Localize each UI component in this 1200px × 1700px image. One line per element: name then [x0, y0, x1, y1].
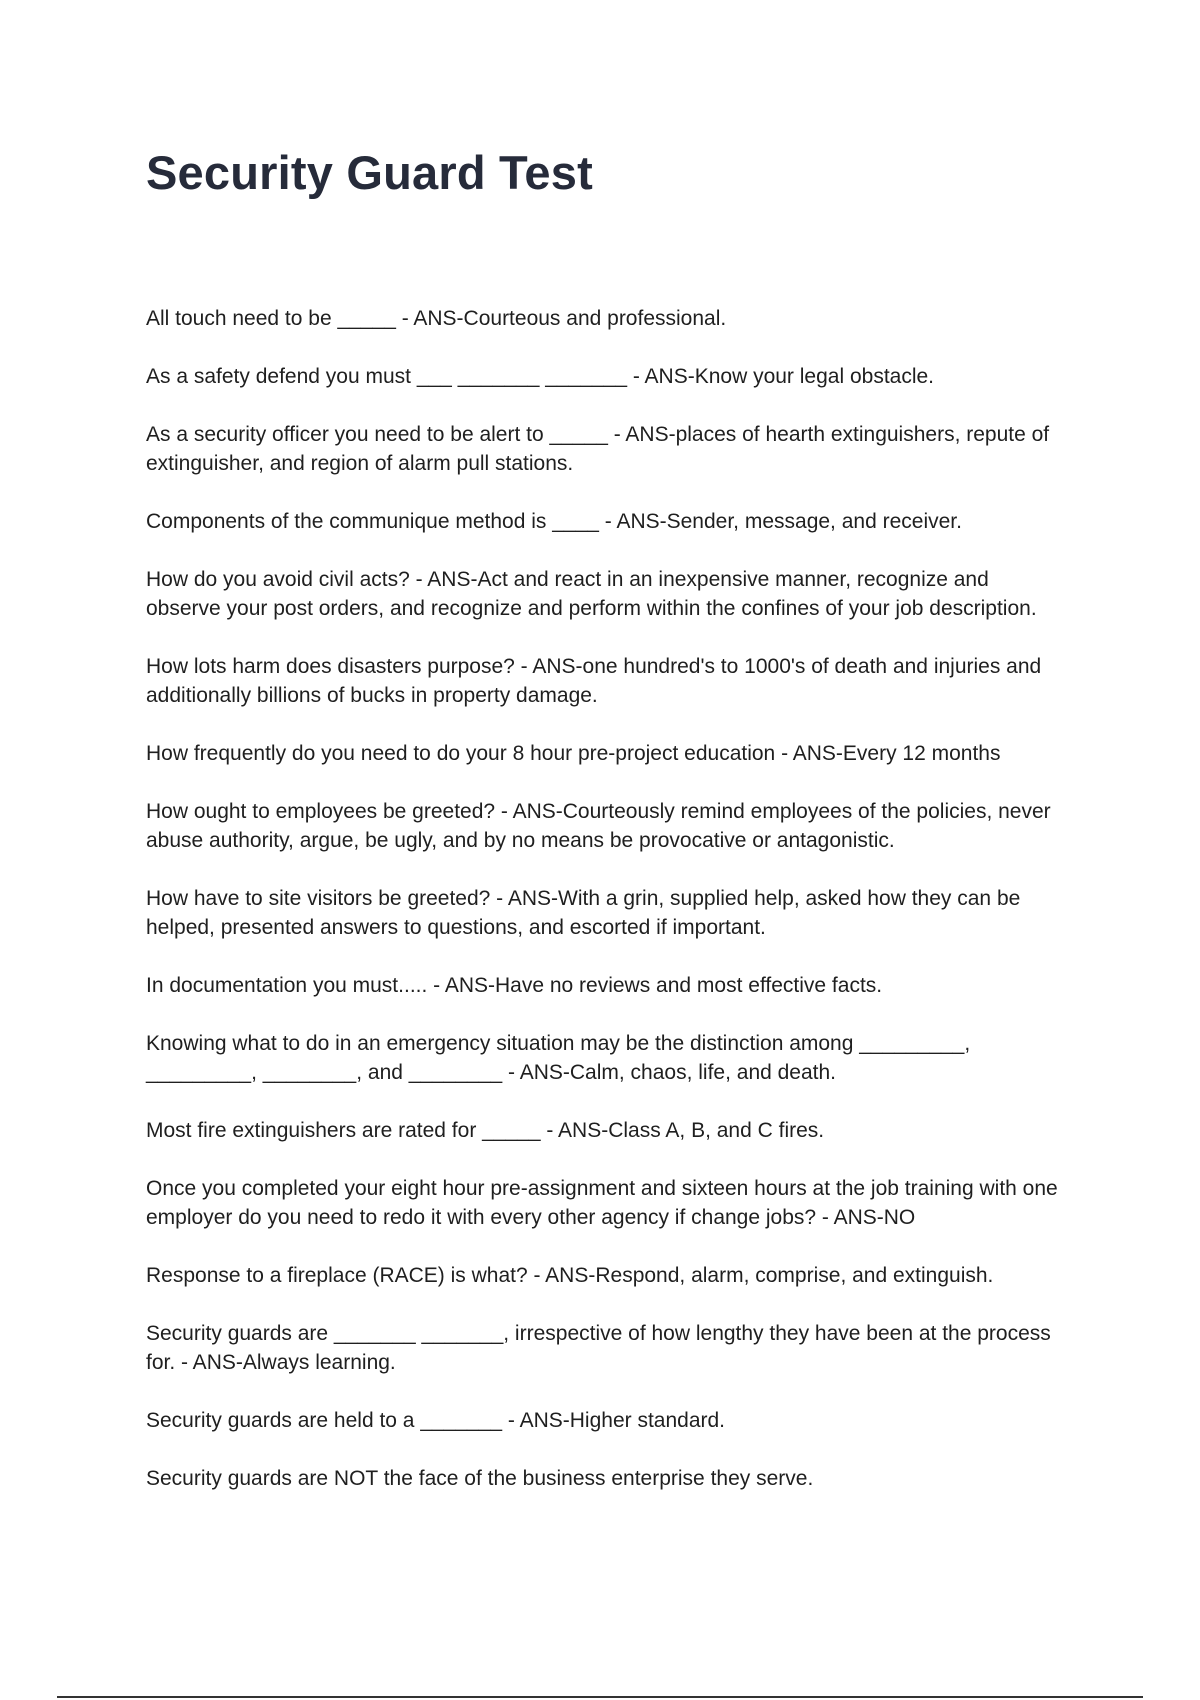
qa-item: Security guards are held to a _______ - ANS-Higher standard.	[146, 1409, 726, 1432]
qa-item: All touch need to be _____ - ANS-Courteous and professional.	[146, 307, 727, 330]
qa-item: How lots harm does disasters purpose? - ANS-one hundred's to 1000's of death and injuries and additionally billions of bucks in property damage.	[146, 655, 1042, 707]
qa-item: Once you completed your eight hour pre-assignment and sixteen hours at the job training with one employer do you need to redo it with every other agency if change jobs? - ANS-NO	[146, 1177, 1058, 1229]
footer-divider	[57, 1696, 1143, 1698]
qa-item: How do you avoid civil acts? - ANS-Act and react in an inexpensive manner, recognize and observe your post orders, and recognize and perform within the confines of your job description.	[146, 568, 1037, 620]
qa-item: Knowing what to do in an emergency situation may be the distinction among _________, _________, ________, and ________ - ANS-Calm, chaos, life, and death.	[146, 1032, 971, 1084]
page-title: Security Guard Test	[146, 146, 593, 199]
qa-item: Components of the communique method is ____ - ANS-Sender, message, and receiver.	[146, 510, 962, 533]
qa-item: Security guards are _______ _______, irrespective of how lengthy they have been at the process for. - ANS-Always learning.	[146, 1322, 1051, 1374]
qa-item: In documentation you must..... - ANS-Have no reviews and most effective facts.	[146, 974, 883, 997]
qa-item: As a security officer you need to be alert to _____ - ANS-places of hearth extinguishers, repute of extinguisher, and region of alarm pull stations.	[146, 423, 1050, 475]
qa-item: As a safety defend you must ___ _______ _______ - ANS-Know your legal obstacle.	[146, 365, 935, 388]
qa-item: How ought to employees be greeted? - ANS-Courteously remind employees of the policies, never abuse authority, argue, be ugly, and by no means be provocative or antagonistic.	[146, 800, 1051, 852]
qa-item: Security guards are NOT the face of the business enterprise they serve.	[146, 1467, 814, 1490]
qa-item: How frequently do you need to do your 8 hour pre-project education - ANS-Every 12 months	[146, 742, 1001, 765]
qa-item: Response to a fireplace (RACE) is what? - ANS-Respond, alarm, comprise, and extinguish.	[146, 1264, 994, 1287]
qa-item: Most fire extinguishers are rated for _____ - ANS-Class A, B, and C fires.	[146, 1119, 825, 1142]
qa-item: How have to site visitors be greeted? - ANS-With a grin, supplied help, asked how they can be helped, presented answers to questions, and escorted if important.	[146, 887, 1021, 939]
qa-list	[146, 304, 1066, 1522]
